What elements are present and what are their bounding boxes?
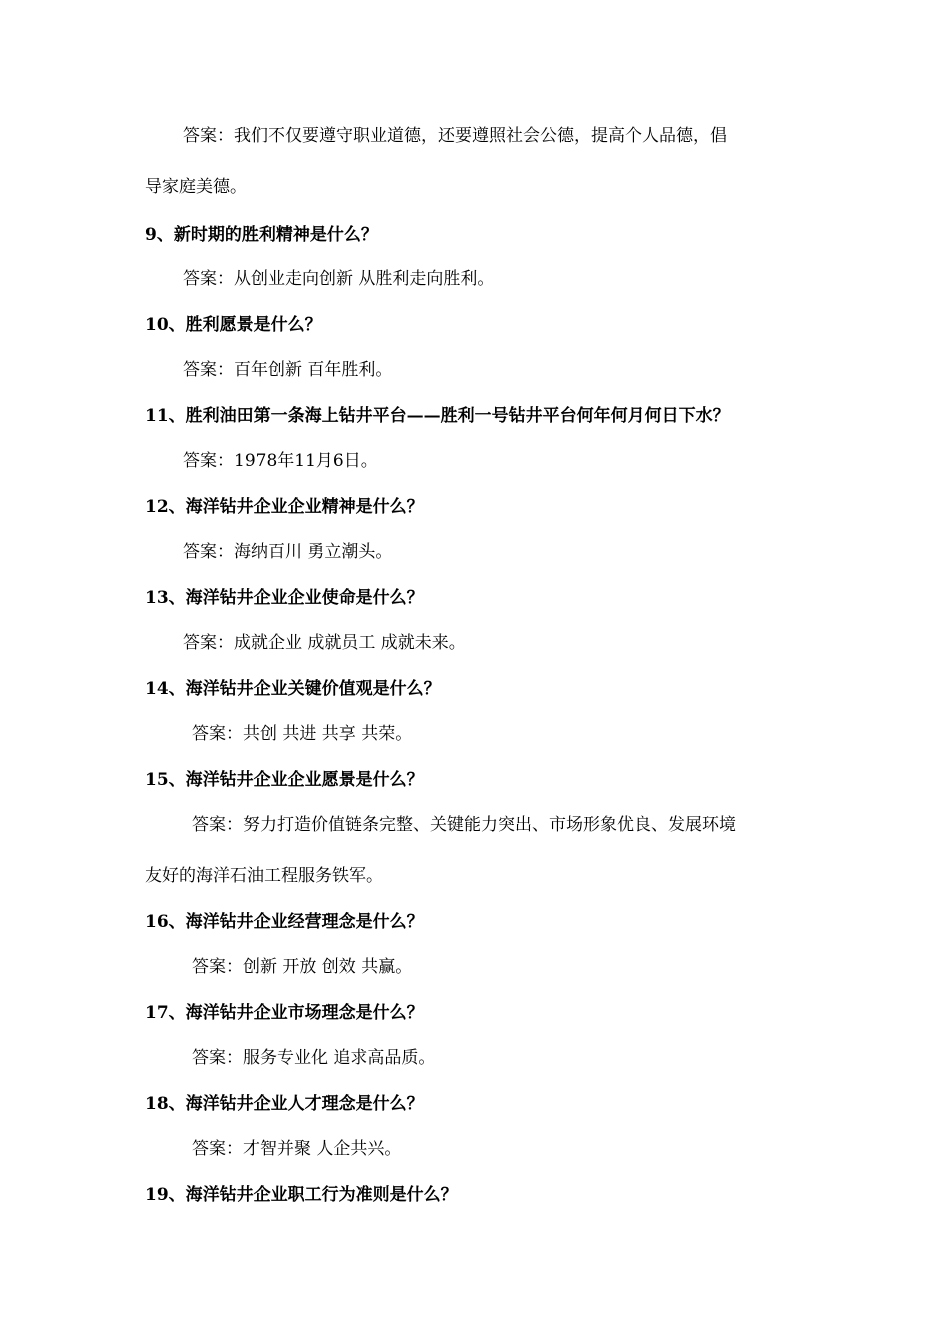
answer-14: 答案：共创 共进 共享 共荣。: [192, 724, 413, 744]
answer-13: 答案：成就企业 成就员工 成就未来。: [183, 633, 466, 653]
question-19: 19、海洋钻井企业职工行为准则是什么？: [145, 1185, 458, 1205]
question-15: 15、海洋钻井企业企业愿景是什么？: [145, 770, 424, 790]
answer-continuation: 友好的海洋石油工程服务铁军。: [145, 866, 383, 886]
question-10: 10、胜利愿景是什么？: [145, 315, 322, 335]
question-14: 14、海洋钻井企业关键价值观是什么？: [145, 679, 441, 699]
answer-11: 答案：1978年11月6日。: [183, 451, 378, 471]
answer-line: 答案：我们不仅要遵守职业道德，还要遵照社会公德，提高个人品德，倡: [183, 126, 727, 146]
answer-continuation: 导家庭美德。: [145, 177, 247, 197]
answer-12: 答案：海纳百川 勇立潮头。: [183, 542, 393, 562]
question-16: 16、海洋钻井企业经营理念是什么？: [145, 912, 424, 932]
question-9: 9、新时期的胜利精神是什么？: [145, 225, 378, 245]
question-17: 17、海洋钻井企业市场理念是什么？: [145, 1003, 424, 1023]
question-12: 12、海洋钻井企业企业精神是什么？: [145, 497, 424, 517]
answer-17: 答案：服务专业化 追求高品质。: [192, 1048, 436, 1068]
answer-10: 答案：百年创新 百年胜利。: [183, 360, 393, 380]
answer-18: 答案：才智并聚 人企共兴。: [192, 1139, 402, 1159]
answer-9: 答案：从创业走向创新 从胜利走向胜利。: [183, 269, 495, 289]
question-18: 18、海洋钻井企业人才理念是什么？: [145, 1094, 424, 1114]
question-13: 13、海洋钻井企业企业使命是什么？: [145, 588, 424, 608]
answer-15: 答案：努力打造价值链条完整、关键能力突出、市场形象优良、发展环境: [192, 815, 736, 835]
answer-16: 答案：创新 开放 创效 共赢。: [192, 957, 413, 977]
question-11: 11、胜利油田第一条海上钻井平台——胜利一号钻井平台何年何月何日下水？: [145, 406, 730, 426]
